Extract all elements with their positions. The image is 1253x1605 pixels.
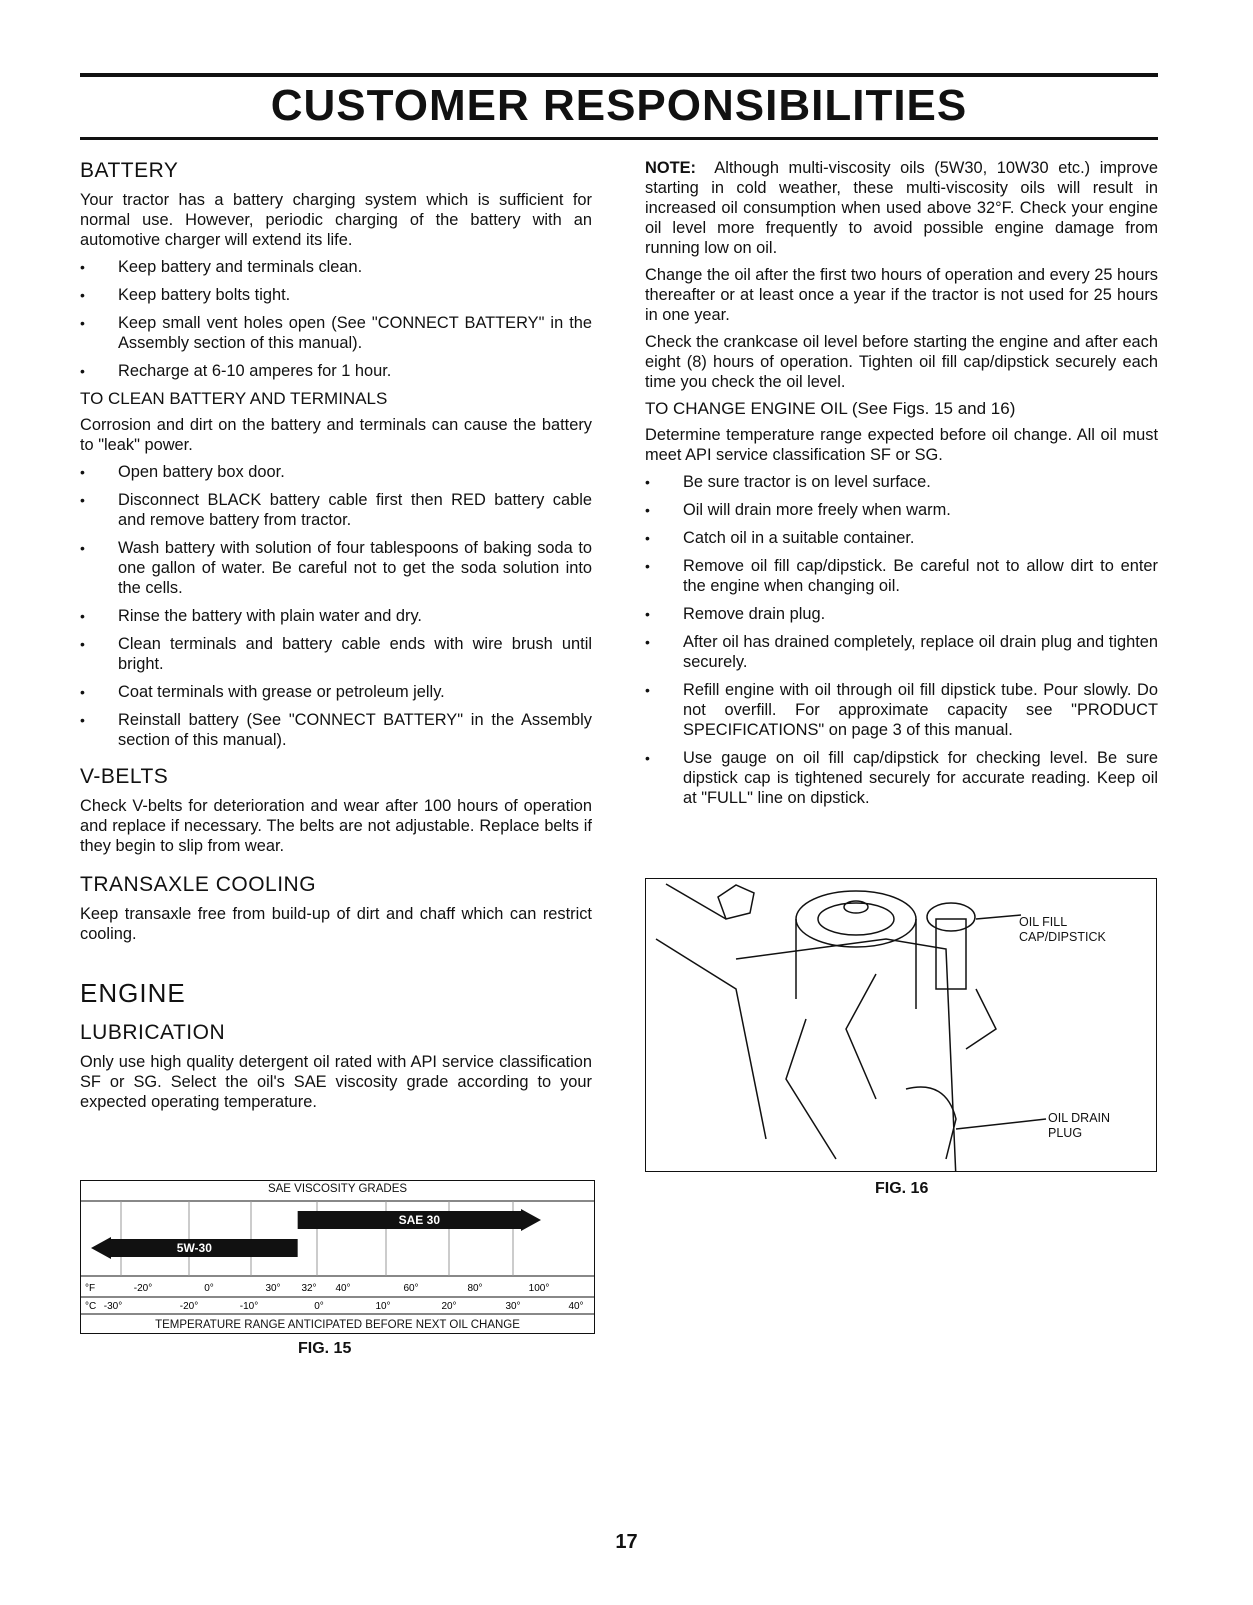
- list-item: • After oil has drained completely, replace oil drain plug and tighten securely.: [645, 632, 1158, 672]
- list-item: • Keep battery bolts tight.: [80, 285, 592, 305]
- battery-intro: Your tractor has a battery charging system which is sufficient for normal use. However, periodic charging of the battery with an automotive charger will extend its life.: [80, 191, 592, 249]
- list-item: • Recharge at 6-10 amperes for 1 hour.: [80, 361, 592, 381]
- f-tick-label: 40°: [335, 1283, 351, 1294]
- engine-heading: ENGINE: [80, 978, 186, 1008]
- oil-fill-label: OIL FILL CAP/DIPSTICK: [1019, 915, 1106, 944]
- viscosity-chart-graphic: [81, 1181, 594, 1333]
- change-oil-bullets: [645, 472, 1158, 808]
- f-unit-label: °F: [85, 1283, 96, 1294]
- f-tick-label: 60°: [403, 1283, 419, 1294]
- c-unit-label: °C: [85, 1301, 97, 1312]
- battery-heading: BATTERY: [80, 159, 179, 182]
- list-item: • Reinstall battery (See "CONNECT BATTERY" in the Assembly section of this manual).: [80, 710, 592, 750]
- oil-drain-label: OIL DRAIN PLUG: [1048, 1111, 1111, 1140]
- list-item: • Catch oil in a suitable container.: [645, 528, 1158, 548]
- battery-bullets: [80, 257, 592, 381]
- list-item: • Refill engine with oil through oil fill dipstick tube. Pour slowly. Do not overfill. For approximate capacity see "PRODUCT SPECIFICATIONS" on page 3 of this manual.: [645, 680, 1158, 740]
- viscosity-chart: [80, 1180, 595, 1334]
- viscosity-chart-title: SAE VISCOSITY GRADES: [267, 1183, 408, 1195]
- lubrication-heading: LUBRICATION: [80, 1021, 226, 1044]
- c-tick-label: 20°: [441, 1301, 457, 1312]
- list-item: • Use gauge on oil fill cap/dipstick for checking level. Be sure dipstick cap is tightened securely for accurate reading. Keep oil at "FULL" line on dipstick.: [645, 748, 1158, 808]
- c-tick-label: -20°: [179, 1301, 199, 1312]
- transaxle-heading: TRANSAXLE COOLING: [80, 873, 317, 896]
- list-item: • Be sure tractor is on level surface.: [645, 472, 1158, 492]
- fig15-label: FIG. 15: [298, 1340, 352, 1357]
- lubrication-text: Only use high quality detergent oil rated with API service classification SF or SG. Select the oil's SAE viscosity grade according to your expected operating temperature.: [80, 1053, 592, 1111]
- oil-note: [645, 158, 1158, 258]
- note-text: Although multi-viscosity oils (5W30, 10W30 etc.) improve starting in cold weather, these multi-viscosity oils will result in increased oil consumption when used above 32°F. Check your engine oil level more frequently to avoid possible engine damage from running low on oil.: [645, 159, 1158, 257]
- viscosity-band-label: 5W-30: [176, 1241, 212, 1255]
- list-item: • Clean terminals and battery cable ends with wire brush until bright.: [80, 634, 592, 674]
- note-label: NOTE:: [645, 159, 696, 177]
- f-tick-label: -20°: [133, 1283, 153, 1294]
- list-item: • Keep small vent holes open (See "CONNECT BATTERY" in the Assembly section of this manual).: [80, 313, 592, 353]
- clean-battery-bullets: [80, 462, 592, 750]
- f-tick-label: 80°: [467, 1283, 483, 1294]
- list-item: • Wash battery with solution of four tablespoons of baking soda to one gallon of water. Be careful not to get the soda solution into the cells.: [80, 538, 592, 598]
- list-item: • Oil will drain more freely when warm.: [645, 500, 1158, 520]
- f-tick-label: 32°: [301, 1283, 317, 1294]
- top-rule: [80, 73, 1158, 77]
- f-tick-label: 0°: [204, 1283, 214, 1294]
- list-item: • Remove drain plug.: [645, 604, 1158, 624]
- list-item: • Disconnect BLACK battery cable first then RED battery cable and remove battery from tractor.: [80, 490, 592, 530]
- c-tick-label: -10°: [239, 1301, 259, 1312]
- oil-change-text: Change the oil after the first two hours of operation and every 25 hours thereafter or at least once a year if the tractor is not used for 25 hours in one year.: [645, 266, 1158, 324]
- engine-oil-figure: [645, 878, 1157, 1172]
- f-tick-label: 100°: [528, 1283, 550, 1294]
- oil-check-text: Check the crankcase oil level before starting the engine and after each eight (8) hours of operation. Tighten oil fill cap/dipstick securely each time you check the oil level.: [645, 333, 1158, 391]
- c-tick-label: 10°: [375, 1301, 391, 1312]
- bottom-rule: [80, 137, 1158, 140]
- clean-battery-intro: Corrosion and dirt on the battery and terminals can cause the battery to "leak" power.: [80, 416, 592, 454]
- c-tick-label: 0°: [314, 1301, 324, 1312]
- c-tick-label: 40°: [568, 1301, 584, 1312]
- change-oil-intro: Determine temperature range expected before oil change. All oil must meet API service classification SF or SG.: [645, 426, 1158, 464]
- c-tick-label: 30°: [505, 1301, 521, 1312]
- vbelts-text: Check V-belts for deterioration and wear after 100 hours of operation and replace if necessary. The belts are not adjustable. Replace belts if they begin to slip from wear.: [80, 797, 592, 855]
- vbelts-heading: V-BELTS: [80, 765, 169, 788]
- list-item: • Coat terminals with grease or petroleum jelly.: [80, 682, 592, 702]
- fig16-label: FIG. 16: [875, 1180, 929, 1197]
- f-tick-label: 30°: [265, 1283, 281, 1294]
- page-number: 17: [615, 1531, 638, 1553]
- left-column: [80, 158, 592, 1119]
- right-column: [645, 158, 1158, 816]
- list-item: • Remove oil fill cap/dipstick. Be careful not to allow dirt to enter the engine when changing oil.: [645, 556, 1158, 596]
- list-item: • Rinse the battery with plain water and dry.: [80, 606, 592, 626]
- c-tick-label: -30°: [103, 1301, 123, 1312]
- list-item: • Open battery box door.: [80, 462, 592, 482]
- list-item: • Keep battery and terminals clean.: [80, 257, 592, 277]
- transaxle-text: Keep transaxle free from build-up of dirt and chaff which can restrict cooling.: [80, 905, 592, 943]
- viscosity-chart-footer: TEMPERATURE RANGE ANTICIPATED BEFORE NEXT OIL CHANGE: [155, 1319, 520, 1331]
- page-title: CUSTOMER RESPONSIBILITIES: [270, 81, 968, 130]
- viscosity-band-label: SAE 30: [398, 1213, 441, 1227]
- clean-battery-heading: TO CLEAN BATTERY AND TERMINALS: [80, 389, 388, 408]
- change-oil-heading: TO CHANGE ENGINE OIL (See Figs. 15 and 16): [645, 399, 1016, 418]
